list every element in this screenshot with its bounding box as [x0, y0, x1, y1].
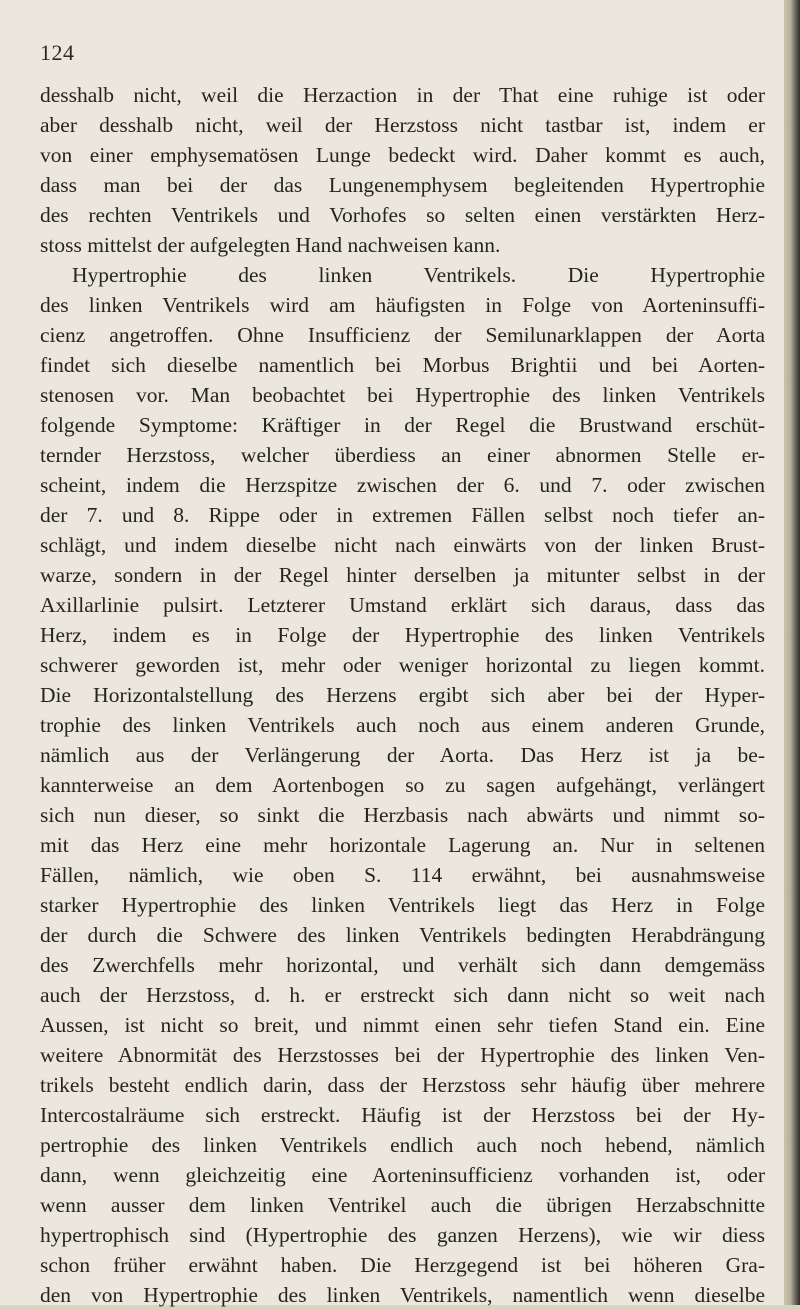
- text-line: auch der Herzstoss, d. h. er erstreckt sich dann nicht so weit nach: [40, 983, 765, 1007]
- text-line: der durch die Schwere des linken Ventrikels bedingten Herabdrängung: [40, 923, 765, 947]
- text-line: pertrophie des linken Ventrikels endlich auch noch hebend, nämlich: [40, 1133, 765, 1157]
- text-line: nämlich aus der Verlängerung der Aorta. Das Herz ist ja be-: [40, 743, 765, 767]
- text-line: wenn ausser dem linken Ventrikel auch die übrigen Herzabschnitte: [40, 1193, 765, 1217]
- text-line: cienz angetroffen. Ohne Insufficienz der Semilunarklappen der Aorta: [40, 323, 765, 347]
- section-heading-line: Hypertrophie des linken Ventrikels. Die Hypertrophie: [72, 263, 765, 287]
- text-line: der 7. und 8. Rippe oder in extremen Fällen selbst noch tiefer an-: [40, 503, 765, 527]
- text-line: kannterweise an dem Aortenbogen so zu sagen aufgehängt, verlängert: [40, 773, 765, 797]
- text-line: warze, sondern in der Regel hinter derselben ja mitunter selbst in der: [40, 563, 765, 587]
- text-line: starker Hypertrophie des linken Ventrikels liegt das Herz in Folge: [40, 893, 765, 917]
- text-line: des rechten Ventrikels und Vorhofes so selten einen verstärkten Herz-: [40, 203, 765, 227]
- text-line: stenosen vor. Man beobachtet bei Hypertrophie des linken Ventrikels: [40, 383, 765, 407]
- text-line: folgende Symptome: Kräftiger in der Regel die Brustwand erschüt-: [40, 413, 765, 437]
- text-line: Aussen, ist nicht so breit, und nimmt einen sehr tiefen Stand ein. Eine: [40, 1013, 765, 1037]
- text-line: findet sich dieselbe namentlich bei Morbus Brightii und bei Aorten-: [40, 353, 765, 377]
- text-line: trikels besteht endlich darin, dass der Herzstoss sehr häufig über mehrere: [40, 1073, 765, 1097]
- text-line: dann, wenn gleichzeitig eine Aorteninsufficienz vorhanden ist, oder: [40, 1163, 765, 1187]
- text-line: von einer emphysematösen Lunge bedeckt wird. Daher kommt es auch,: [40, 143, 765, 167]
- text-line: desshalb nicht, weil die Herzaction in der That eine ruhige ist oder: [40, 83, 765, 107]
- text-line: Die Horizontalstellung des Herzens ergibt sich aber bei der Hyper-: [40, 683, 765, 707]
- text-line: stoss mittelst der aufgelegten Hand nachweisen kann.: [40, 233, 501, 257]
- text-line: des Zwerchfells mehr horizontal, und verhält sich dann demgemäss: [40, 953, 765, 977]
- text-line: schon früher erwähnt haben. Die Herzgegend ist bei höheren Gra-: [40, 1253, 765, 1277]
- text-line: trophie des linken Ventrikels auch noch aus einem anderen Grunde,: [40, 713, 765, 737]
- text-line: Fällen, nämlich, wie oben S. 114 erwähnt, bei ausnahmsweise: [40, 863, 765, 887]
- body-text: [40, 80, 765, 1310]
- text-line: aber desshalb nicht, weil der Herzstoss nicht tastbar ist, indem er: [40, 113, 765, 137]
- text-line: hypertrophisch sind (Hypertrophie des ganzen Herzens), wie wir diess: [40, 1223, 765, 1247]
- page-number: 124: [40, 40, 75, 65]
- text-line: Herz, indem es in Folge der Hypertrophie des linken Ventrikels: [40, 623, 765, 647]
- text-line: Axillarlinie pulsirt. Letzterer Umstand erklärt sich daraus, dass das: [40, 593, 765, 617]
- text-line: dass man bei der das Lungenemphysem begleitenden Hypertrophie: [40, 173, 765, 197]
- text-line: scheint, indem die Herzspitze zwischen der 6. und 7. oder zwischen: [40, 473, 765, 497]
- text-line: sich nun dieser, so sinkt die Herzbasis nach abwärts und nimmt so-: [40, 803, 765, 827]
- page-binding-edge: [784, 0, 800, 1305]
- text-line: schwerer geworden ist, mehr oder weniger horizontal zu liegen kommt.: [40, 653, 765, 677]
- text-line: Intercostalräume sich erstreckt. Häufig ist der Herzstoss bei der Hy-: [40, 1103, 765, 1127]
- text-line: schlägt, und indem dieselbe nicht nach einwärts von der linken Brust-: [40, 533, 765, 557]
- text-line: mit das Herz eine mehr horizontale Lagerung an. Nur in seltenen: [40, 833, 765, 857]
- text-line: den von Hypertrophie des linken Ventrikels, namentlich wenn dieselbe: [40, 1283, 765, 1307]
- text-line: des linken Ventrikels wird am häufigsten in Folge von Aorteninsuffi-: [40, 293, 765, 317]
- text-line: ternder Herzstoss, welcher überdiess an einer abnormen Stelle er-: [40, 443, 765, 467]
- text-line: weitere Abnormität des Herzstosses bei der Hypertrophie des linken Ven-: [40, 1043, 765, 1067]
